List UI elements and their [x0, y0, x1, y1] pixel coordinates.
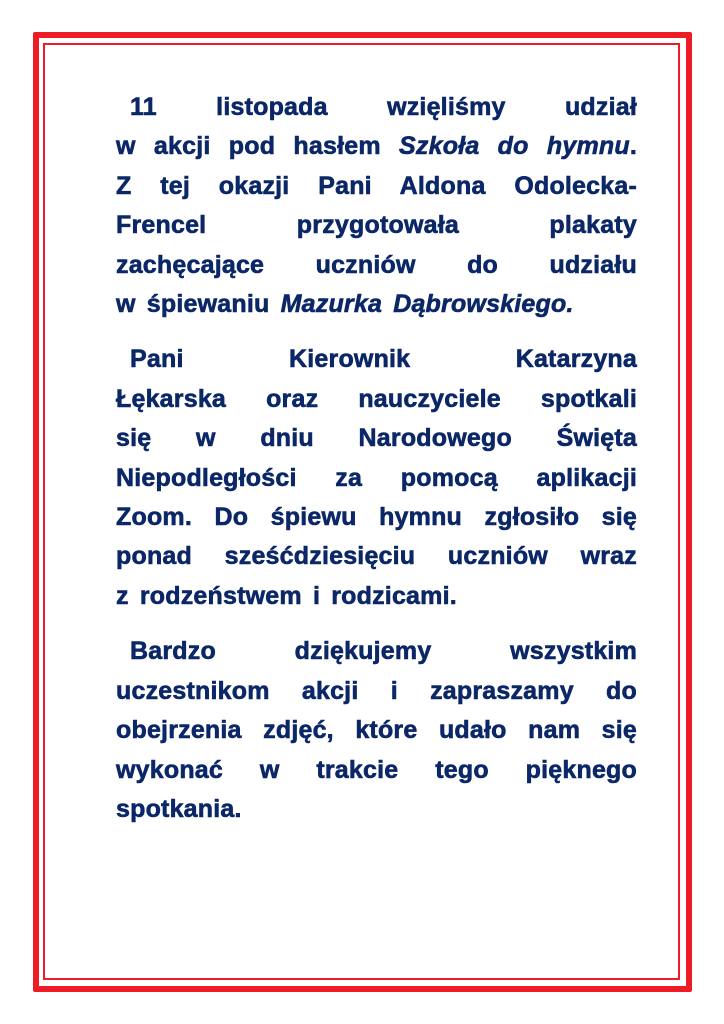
text-line [116, 285, 637, 324]
text-line: Niepodległości za pomocą aplikacji [116, 463, 637, 492]
paragraph-school-anthem-action [116, 88, 637, 324]
text-line: spotkania. [116, 794, 242, 823]
text-span: w śpiewaniu [116, 290, 281, 319]
text-line: uczestnikom akcji i zapraszamy do [116, 676, 637, 705]
anthem-name: Mazurka Dąbrowskiego. [280, 290, 574, 319]
text-line: ponad sześćdziesięciu uczniów wraz [116, 542, 637, 571]
text-line: z rodzeństwem i rodzicami. [116, 581, 457, 610]
text-line: Bardzo dziękujemy wszystkim [130, 637, 637, 666]
text-line: się w dniu Narodowego Święta [116, 424, 637, 453]
document-body [116, 88, 637, 845]
text-line: Łękarska oraz nauczyciele spotkali [116, 384, 637, 413]
paragraph-zoom-meeting [116, 340, 637, 616]
text-line: Z tej okazji Pani Aldona Odolecka- [116, 171, 637, 200]
text-span: . [629, 132, 637, 161]
campaign-name: Szkoła do hymnu [399, 132, 630, 161]
text-line: Zoom. Do śpiewu hymnu zgłosiło się [116, 503, 637, 532]
text-span: w akcji pod hasłem [116, 132, 400, 161]
paragraph-thanks [116, 632, 637, 829]
text-line: Pani Kierownik Katarzyna [130, 345, 637, 374]
text-line: wykonać w trakcie tego pięknego [116, 755, 637, 784]
text-line: zachęcające uczniów do udziału [116, 250, 637, 279]
text-line: 11 listopada wzięliśmy udział [130, 93, 637, 121]
text-line [116, 127, 637, 166]
text-line: Frencel przygotowała plakaty [116, 211, 637, 240]
text-line: obejrzenia zdjęć, które udało nam się [116, 716, 637, 745]
